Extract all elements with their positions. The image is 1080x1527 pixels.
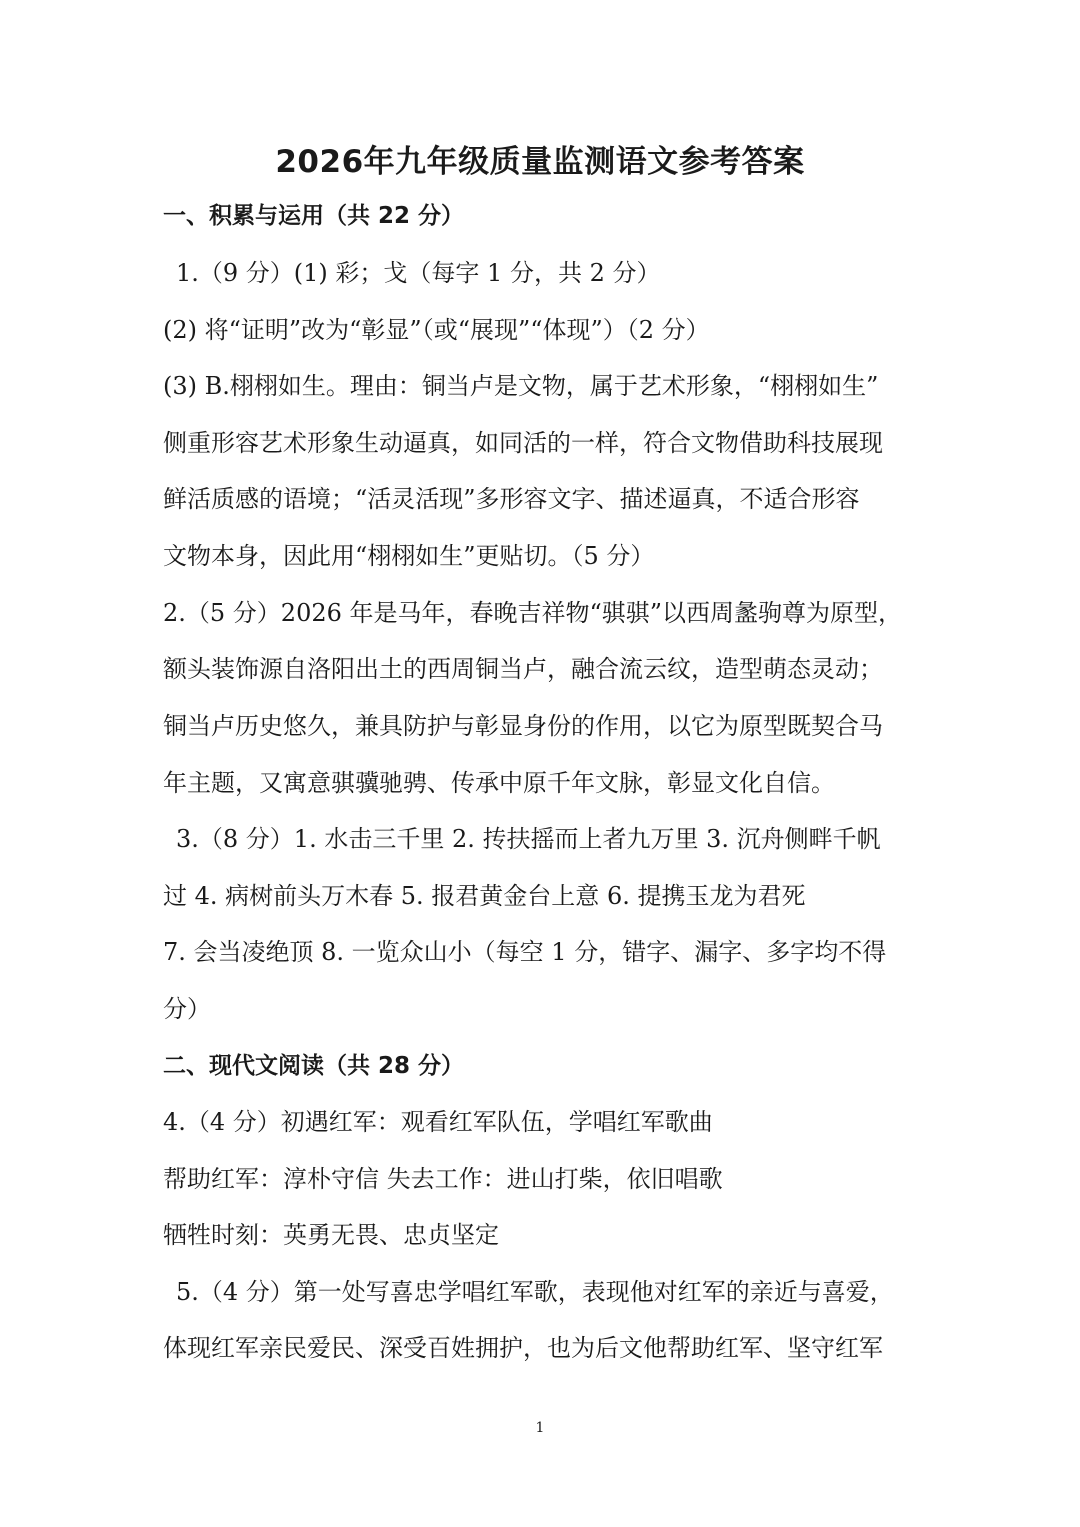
answer-line: 帮助红军：淳朴守信 失去工作：进山打柴，依旧唱歌	[163, 1165, 723, 1193]
answer-line: 文物本身，因此用“栩栩如生”更贴切。（5 分）	[163, 542, 655, 570]
answer-line: 年主题，又寓意骐骥驰骋、传承中原千年文脉，彰显文化自信。	[163, 769, 835, 797]
answer-line: 2.（5 分）2026 年是马年，春晚吉祥物“骐骐”以西周盠驹尊为原型，	[163, 599, 903, 627]
answer-line: 过 4. 病树前头万木春 5. 报君黄金台上意 6. 提携玉龙为君死	[163, 882, 806, 910]
answer-line: 体现红军亲民爱民、深受百姓拥护，也为后文他帮助红军、坚守红军	[163, 1334, 883, 1362]
section-heading-1: 一、积累与运用（共 22 分）	[163, 203, 465, 229]
answer-line: 额头装饰源自洛阳出土的西周铜当卢，融合流云纹，造型萌态灵动；	[163, 655, 883, 683]
answer-line: 牺牲时刻：英勇无畏、忠贞坚定	[163, 1221, 499, 1249]
answer-line: 1.（9 分）(1) 彩；戈（每字 1 分，共 2 分）	[176, 259, 661, 287]
page-number: 1	[535, 1420, 545, 1436]
answer-line: 铜当卢历史悠久，兼具防护与彰显身份的作用，以它为原型既契合马	[163, 712, 883, 740]
section-heading-2: 二、现代文阅读（共 28 分）	[163, 1053, 465, 1079]
answer-line: 7. 会当凌绝顶 8. 一览众山小（每空 1 分，错字、漏字、多字均不得	[163, 938, 887, 966]
answer-line: 4.（4 分）初遇红军：观看红军队伍，学唱红军歌曲	[163, 1108, 713, 1136]
answer-line: 分）	[163, 995, 211, 1023]
answer-line: 3.（8 分）1. 水击三千里 2. 抟扶摇而上者九万里 3. 沉舟侧畔千帆	[176, 825, 881, 853]
answer-line: 5.（4 分）第一处写喜忠学唱红军歌，表现他对红军的亲近与喜爱，	[176, 1278, 894, 1306]
answer-line: 侧重形容艺术形象生动逼真，如同活的一样，符合文物借助科技展现	[163, 429, 883, 457]
document-title: 2026年九年级质量监测语文参考答案	[275, 144, 805, 180]
answer-line: (3) B.栩栩如生。理由：铜当卢是文物，属于艺术形象，“栩栩如生”	[163, 372, 879, 400]
answer-line: (2) 将“证明”改为“彰显”（或“展现”“体现”）（2 分）	[163, 316, 710, 344]
answer-line: 鲜活质感的语境；“活灵活现”多形容文字、描述逼真，不适合形容	[163, 485, 860, 513]
